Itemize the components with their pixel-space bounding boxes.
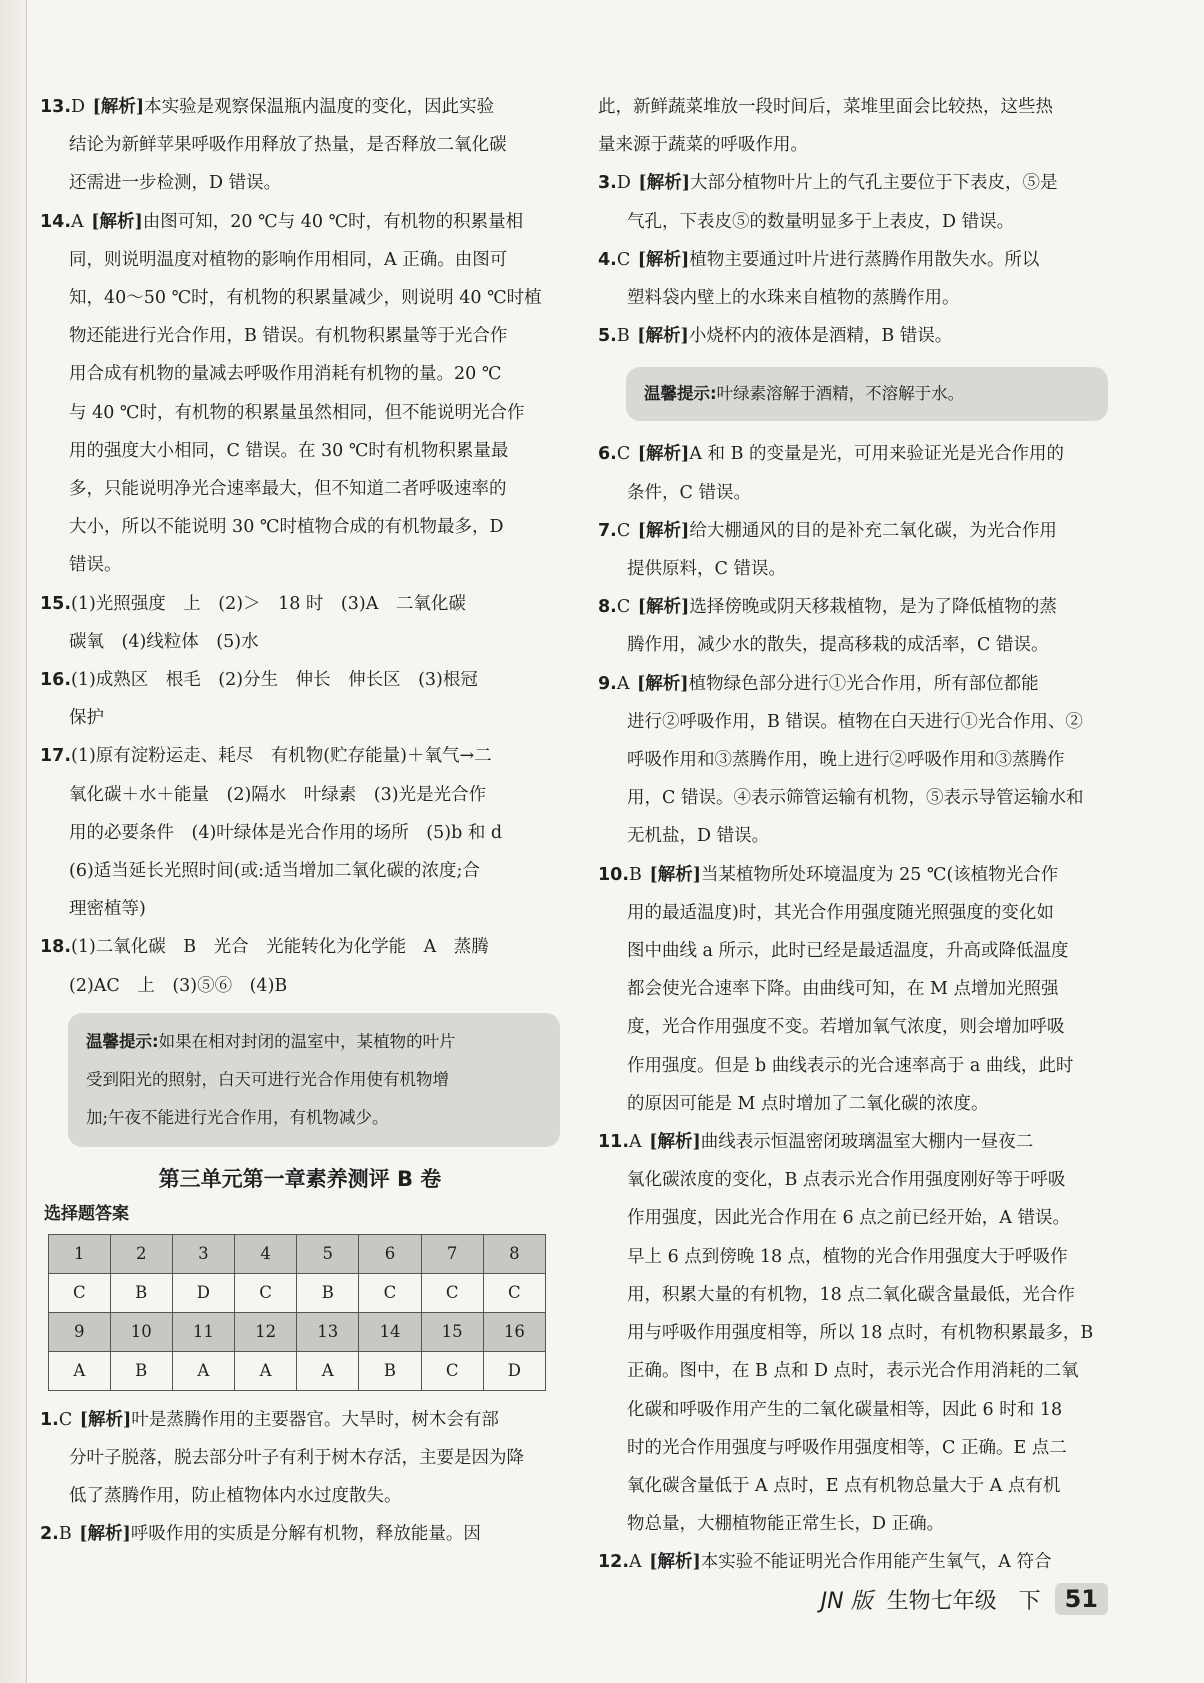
- line-text: A 和 B 的变量是光，可用来验证光是光合作用的: [689, 444, 1065, 465]
- item-number: 16.: [40, 670, 72, 691]
- analysis-tag: [解析]: [637, 597, 690, 618]
- answer-line: 无机盐，D 错误。: [627, 826, 770, 847]
- answer-item: [40, 88, 560, 203]
- table-cell: C: [421, 1273, 483, 1312]
- analysis-tag: [解析]: [637, 520, 690, 541]
- line-text: 曲线表示恒温密闭玻璃温室大棚内一昼夜二: [700, 1132, 1034, 1153]
- item-number: 2.: [40, 1524, 59, 1545]
- answer-line: [40, 661, 560, 699]
- item-answer: B: [58, 1524, 78, 1545]
- item-number: 6.: [598, 444, 617, 465]
- item-number: 4.: [598, 249, 617, 270]
- answer-line: [40, 88, 560, 126]
- answer-line: 提供原料，C 错误。: [627, 559, 786, 580]
- table-cell: 7: [421, 1234, 483, 1273]
- item-number: 13.: [40, 97, 72, 117]
- line-text: 叶是蒸腾作用的主要器官。大旱时，树木会有部: [131, 1409, 499, 1430]
- answer-item: [598, 317, 1108, 355]
- line-text: (1)成熟区 根毛 (2)分生 伸长 伸长区 (3)根冠: [71, 670, 478, 691]
- answer-line: 化碳和呼吸作用产生的二氧化碳量相等，因此 6 时和 18: [627, 1399, 1063, 1420]
- item-number: 12.: [598, 1552, 630, 1573]
- item-answer: A: [616, 673, 636, 694]
- answer-line: 错误。: [69, 555, 122, 576]
- answer-line: 碳氧 (4)线粒体 (5)水: [69, 631, 259, 652]
- analysis-tag: [解析]: [79, 1409, 132, 1430]
- table-cell: B: [110, 1351, 172, 1390]
- item-number: 10.: [598, 864, 630, 885]
- tip-text: 受到阳光的照射，白天可进行光合作用使有机物增: [86, 1069, 449, 1089]
- answer-line: [40, 585, 560, 623]
- answer-line: 保护: [69, 708, 104, 729]
- item-answer: B: [629, 864, 648, 885]
- question-number-row: [49, 1234, 546, 1273]
- answer-line: [40, 928, 560, 966]
- table-cell: 1: [49, 1234, 111, 1273]
- answer-item: [598, 435, 1108, 511]
- table-cell: 8: [483, 1234, 545, 1273]
- item-number: 1.: [40, 1409, 59, 1430]
- tip-line: [86, 1023, 542, 1061]
- answer-line: [40, 1515, 560, 1553]
- item-number: 8.: [598, 597, 617, 618]
- line-text: 本实验是观察保温瓶内温度的变化，因此实验: [144, 97, 495, 117]
- answer-line: 知，40～50 ℃时，有机物的积累量减少，则说明 40 ℃时植: [69, 288, 542, 309]
- line-text: (1)二氧化碳 B 光合 光能转化为化学能 A 蒸腾: [71, 937, 489, 958]
- answer-item: [40, 203, 560, 585]
- answer-line: [598, 1543, 1108, 1581]
- table-cell: B: [359, 1351, 421, 1390]
- answer-line: 用，C 错误。④表示筛管运输有机物，⑤表示导管运输水和: [627, 788, 1084, 809]
- line-text: 由图可知，20 ℃与 40 ℃时，有机物的积累量相: [142, 211, 524, 232]
- tip-label: 温馨提示:: [644, 384, 717, 404]
- analysis-tag: [解析]: [637, 326, 689, 347]
- line-text: 大部分植物叶片上的气孔主要位于下表皮，⑤是: [689, 173, 1058, 194]
- answer-line: 时的光合作用强度与呼吸作用强度相等，C 正确。E 点二: [627, 1437, 1067, 1458]
- table-spacer: [40, 1391, 560, 1401]
- answer-line: 大小，所以不能说明 30 ℃时植物合成的有机物最多，D: [69, 517, 504, 538]
- answer-item: [598, 665, 1108, 856]
- answer-line: 物总量，大棚植物能正常生长，D 正确。: [627, 1514, 945, 1535]
- answer-line: [598, 665, 1108, 703]
- answer-item: [40, 661, 560, 737]
- table-cell: 11: [172, 1312, 234, 1351]
- subject-label: 生物七年级 下: [886, 1588, 1041, 1614]
- table-cell: A: [49, 1351, 111, 1390]
- answer-line: [40, 737, 560, 775]
- answer-line: [598, 1123, 1108, 1161]
- answer-line: 同，则说明温度对植物的影响作用相同，A 正确。由图可: [69, 249, 508, 270]
- answer-line: [598, 241, 1108, 279]
- table-cell: B: [297, 1273, 359, 1312]
- item-answer: D: [71, 97, 91, 117]
- item-number: 9.: [598, 673, 617, 694]
- answer-line: 理密植等): [69, 899, 146, 920]
- answer-line: 多，只能说明净光合速率最大，但不知道二者呼吸速率的: [69, 479, 507, 500]
- answer-line: 塑料袋内壁上的水珠来自植物的蒸腾作用。: [627, 288, 960, 309]
- answer-item: [598, 512, 1108, 588]
- table-cell: 13: [297, 1312, 359, 1351]
- answer-row: [49, 1351, 546, 1390]
- choice-answers-title: 选择题答案: [44, 1203, 129, 1224]
- answer-row: [49, 1273, 546, 1312]
- answer-line: 与 40 ℃时，有机物的积累量虽然相同，但不能说明光合作: [69, 402, 525, 423]
- answer-line: 还需进一步检测，D 错误。: [69, 173, 282, 194]
- item-answer: C: [616, 444, 636, 465]
- tip-line: [86, 1061, 542, 1099]
- item-answer: D: [616, 173, 637, 194]
- table-cell: A: [297, 1351, 359, 1390]
- answer-item: [40, 585, 560, 661]
- analysis-tag: [解析]: [92, 97, 145, 117]
- answer-line: 条件，C 错误。: [627, 482, 751, 503]
- answer-line: 低了蒸腾作用，防止植物体内水过度散失。: [69, 1486, 402, 1507]
- table-cell: 2: [110, 1234, 172, 1273]
- tip-text: 叶绿素溶解于酒精，不溶解于水。: [716, 384, 965, 404]
- section-title: 第三单元第一章素养测评 B 卷: [158, 1166, 442, 1191]
- table-cell: 14: [359, 1312, 421, 1351]
- table-cell: 12: [234, 1312, 296, 1351]
- item-answer: A: [71, 211, 90, 232]
- answer-line: 腾作用，减少水的散失，提高移栽的成活率，C 错误。: [627, 635, 1049, 656]
- analysis-tag: [解析]: [79, 1524, 131, 1545]
- tip-text: 加;午夜不能进行光合作用，有机物减少。: [86, 1107, 389, 1127]
- answer-line: [40, 1401, 560, 1439]
- answer-line: 用的最适温度)时，其光合作用强度随光照强度的变化如: [627, 902, 1054, 923]
- item-answer: C: [58, 1409, 78, 1430]
- answer-line: 氧化碳浓度的变化，B 点表示光合作用强度刚好等于呼吸: [627, 1170, 1066, 1191]
- answer-item: [40, 1515, 560, 1553]
- analysis-tag: [解析]: [638, 173, 690, 194]
- item-answer: C: [616, 520, 636, 541]
- item-number: 7.: [598, 520, 617, 541]
- line-text: 给大棚通风的目的是补充二氧化碳，为光合作用: [689, 520, 1057, 541]
- answer-line: (6)适当延长光照时间(或:适当增加二氧化碳的浓度;合: [69, 861, 480, 882]
- analysis-tag: [解析]: [649, 864, 702, 885]
- table-cell: A: [172, 1351, 234, 1390]
- answer-line: 作用强度，因此光合作用在 6 点之前已经开始，A 错误。: [627, 1208, 1070, 1229]
- table-cell: C: [359, 1273, 421, 1312]
- answer-line: 量来源于蔬菜的呼吸作用。: [598, 135, 808, 156]
- answer-line: 结论为新鲜苹果呼吸作用释放了热量，是否释放二氧化碳: [69, 135, 507, 156]
- answer-item: [598, 241, 1108, 317]
- page-footer: [821, 1583, 1108, 1615]
- analysis-tag: [解析]: [637, 444, 690, 465]
- line-text: (1)原有淀粉运走、耗尽 有机物(贮存能量)＋氧气→二: [71, 746, 492, 767]
- item-number: 15.: [40, 593, 72, 614]
- answer-line: 的原因可能是 M 点时增加了二氧化碳的浓度。: [627, 1093, 989, 1114]
- answer-item: [598, 1543, 1108, 1581]
- line-text: 此，新鲜蔬菜堆放一段时间后，菜堆里面会比较热，这些热: [598, 97, 1053, 117]
- table-cell: 5: [297, 1234, 359, 1273]
- tip-line: [644, 377, 1090, 411]
- tip-box: [626, 367, 1108, 421]
- tip-label: 温馨提示:: [86, 1031, 159, 1051]
- analysis-tag: [解析]: [637, 249, 690, 270]
- table-cell: 6: [359, 1234, 421, 1273]
- answer-line: 用的必要条件 (4)叶绿体是光合作用的场所 (5)b 和 d: [69, 822, 503, 843]
- choice-answer-table: [48, 1234, 546, 1391]
- table-cell: A: [234, 1351, 296, 1390]
- right-column: [598, 88, 1108, 1582]
- edition-label: JN 版: [820, 1588, 873, 1614]
- answer-line: 氧化碳含量低于 A 点时，E 点有机物总量大于 A 点有机: [627, 1475, 1061, 1496]
- answer-line: 都会使光合速率下降。由曲线可知，在 M 点增加光照强: [627, 979, 1059, 1000]
- item-number: 14.: [40, 211, 72, 232]
- line-text: 小烧杯内的液体是酒精，B 错误。: [688, 326, 953, 347]
- answer-line: [598, 317, 1108, 355]
- analysis-tag: [解析]: [649, 1552, 701, 1573]
- question-number-row: [49, 1312, 546, 1351]
- table-cell: 15: [421, 1312, 483, 1351]
- item-answer: C: [616, 249, 636, 270]
- answer-line: 气孔，下表皮⑤的数量明显多于上表皮，D 错误。: [627, 211, 1015, 232]
- item-answer: A: [629, 1132, 648, 1153]
- table-cell: 9: [49, 1312, 111, 1351]
- answer-line: 用与呼吸作用强度相等，所以 18 点时，有机物积累最多，B: [627, 1323, 1094, 1344]
- line-text: (1)光照强度 上 (2)＞ 18 时 (3)A 二氧化碳: [71, 593, 466, 614]
- line-text: 当某植物所处环境温度为 25 ℃(该植物光合作: [701, 864, 1059, 885]
- answer-line: 氧化碳＋水＋能量 (2)隔水 叶绿素 (3)光是光合作: [69, 784, 487, 805]
- answer-item: [40, 928, 560, 1004]
- line-text: 植物绿色部分进行①光合作用，所有部位都能: [688, 673, 1039, 694]
- table-cell: 3: [172, 1234, 234, 1273]
- tip-line: [86, 1099, 542, 1137]
- table-cell: 4: [234, 1234, 296, 1273]
- answer-line: 作用强度。但是 b 曲线表示的光合速率高于 a 曲线，此时: [627, 1055, 1074, 1076]
- table-cell: C: [49, 1273, 111, 1312]
- binding-margin: [0, 0, 27, 1683]
- analysis-tag: [解析]: [637, 673, 689, 694]
- table-cell: C: [421, 1351, 483, 1390]
- item-number: 11.: [598, 1132, 630, 1153]
- line-text: 选择傍晚或阴天移栽植物，是为了降低植物的蒸: [689, 597, 1057, 618]
- answer-line: 正确。图中，在 B 点和 D 点时，表示光合作用消耗的二氧: [627, 1361, 1079, 1382]
- table-cell: C: [483, 1273, 545, 1312]
- answer-item: [40, 737, 560, 928]
- answer-line: 早上 6 点到傍晚 18 点，植物的光合作用强度大于呼吸作: [627, 1246, 1068, 1267]
- line-text: 植物主要通过叶片进行蒸腾作用散失水。所以: [689, 249, 1040, 270]
- answer-line: 用合成有机物的量减去呼吸作用消耗有机物的量。20 ℃: [69, 364, 502, 385]
- answer-line: [598, 856, 1108, 894]
- left-column: [40, 88, 560, 1554]
- tip-box: [68, 1013, 560, 1147]
- table-cell: B: [110, 1273, 172, 1312]
- answer-line: 呼吸作用和③蒸腾作用，晚上进行②呼吸作用和③蒸腾作: [627, 750, 1065, 771]
- answer-item: [598, 1123, 1108, 1543]
- answer-line: 用，积累大量的有机物，18 点二氧化碳含量最低，光合作: [627, 1284, 1075, 1305]
- answer-item: [598, 164, 1108, 240]
- answer-line: 物还能进行光合作用，B 错误。有机物积累量等于光合作: [69, 326, 508, 347]
- answer-line: [598, 164, 1108, 202]
- item-answer: C: [616, 597, 636, 618]
- answer-line: [598, 588, 1108, 626]
- answer-line: [598, 88, 1108, 126]
- answer-line: 进行②呼吸作用，B 错误。植物在白天进行①光合作用、②: [627, 711, 1083, 732]
- answer-item: [598, 588, 1108, 664]
- table-cell: C: [234, 1273, 296, 1312]
- table-cell: 10: [110, 1312, 172, 1351]
- answer-line: 度，光合作用强度不变。若增加氧气浓度，则会增加呼吸: [627, 1017, 1065, 1038]
- page-number: 51: [1055, 1583, 1108, 1615]
- line-text: 本实验不能证明光合作用能产生氧气，A 符合: [700, 1552, 1052, 1573]
- item-answer: A: [629, 1552, 648, 1573]
- answer-line: [40, 203, 560, 241]
- answer-item: [598, 88, 1108, 164]
- answer-line: [598, 512, 1108, 550]
- analysis-tag: [解析]: [649, 1132, 701, 1153]
- table-cell: D: [483, 1351, 545, 1390]
- item-answer: B: [616, 326, 636, 347]
- answer-line: 用的强度大小相同，C 错误。在 30 ℃时有机物积累量最: [69, 440, 509, 461]
- item-number: 5.: [598, 326, 617, 347]
- answer-item: [40, 1401, 560, 1516]
- table-cell: 16: [483, 1312, 545, 1351]
- answer-line: 分叶子脱落，脱去部分叶子有利于树木存活，主要是因为降: [69, 1448, 524, 1469]
- item-number: 3.: [598, 173, 617, 194]
- answer-line: (2)AC 上 (3)⑤⑥ (4)B: [69, 975, 288, 996]
- tip-text: 如果在相对封闭的温室中，某植物的叶片: [158, 1031, 456, 1051]
- table-cell: D: [172, 1273, 234, 1312]
- answer-line: 图中曲线 a 所示，此时已经是最适温度，升高或降低温度: [627, 941, 1069, 962]
- item-number: 18.: [40, 937, 72, 958]
- answer-item: [598, 856, 1108, 1123]
- analysis-tag: [解析]: [91, 211, 143, 232]
- line-text: 呼吸作用的实质是分解有机物，释放能量。因: [130, 1524, 481, 1545]
- item-number: 17.: [40, 746, 72, 767]
- answer-line: [598, 435, 1108, 473]
